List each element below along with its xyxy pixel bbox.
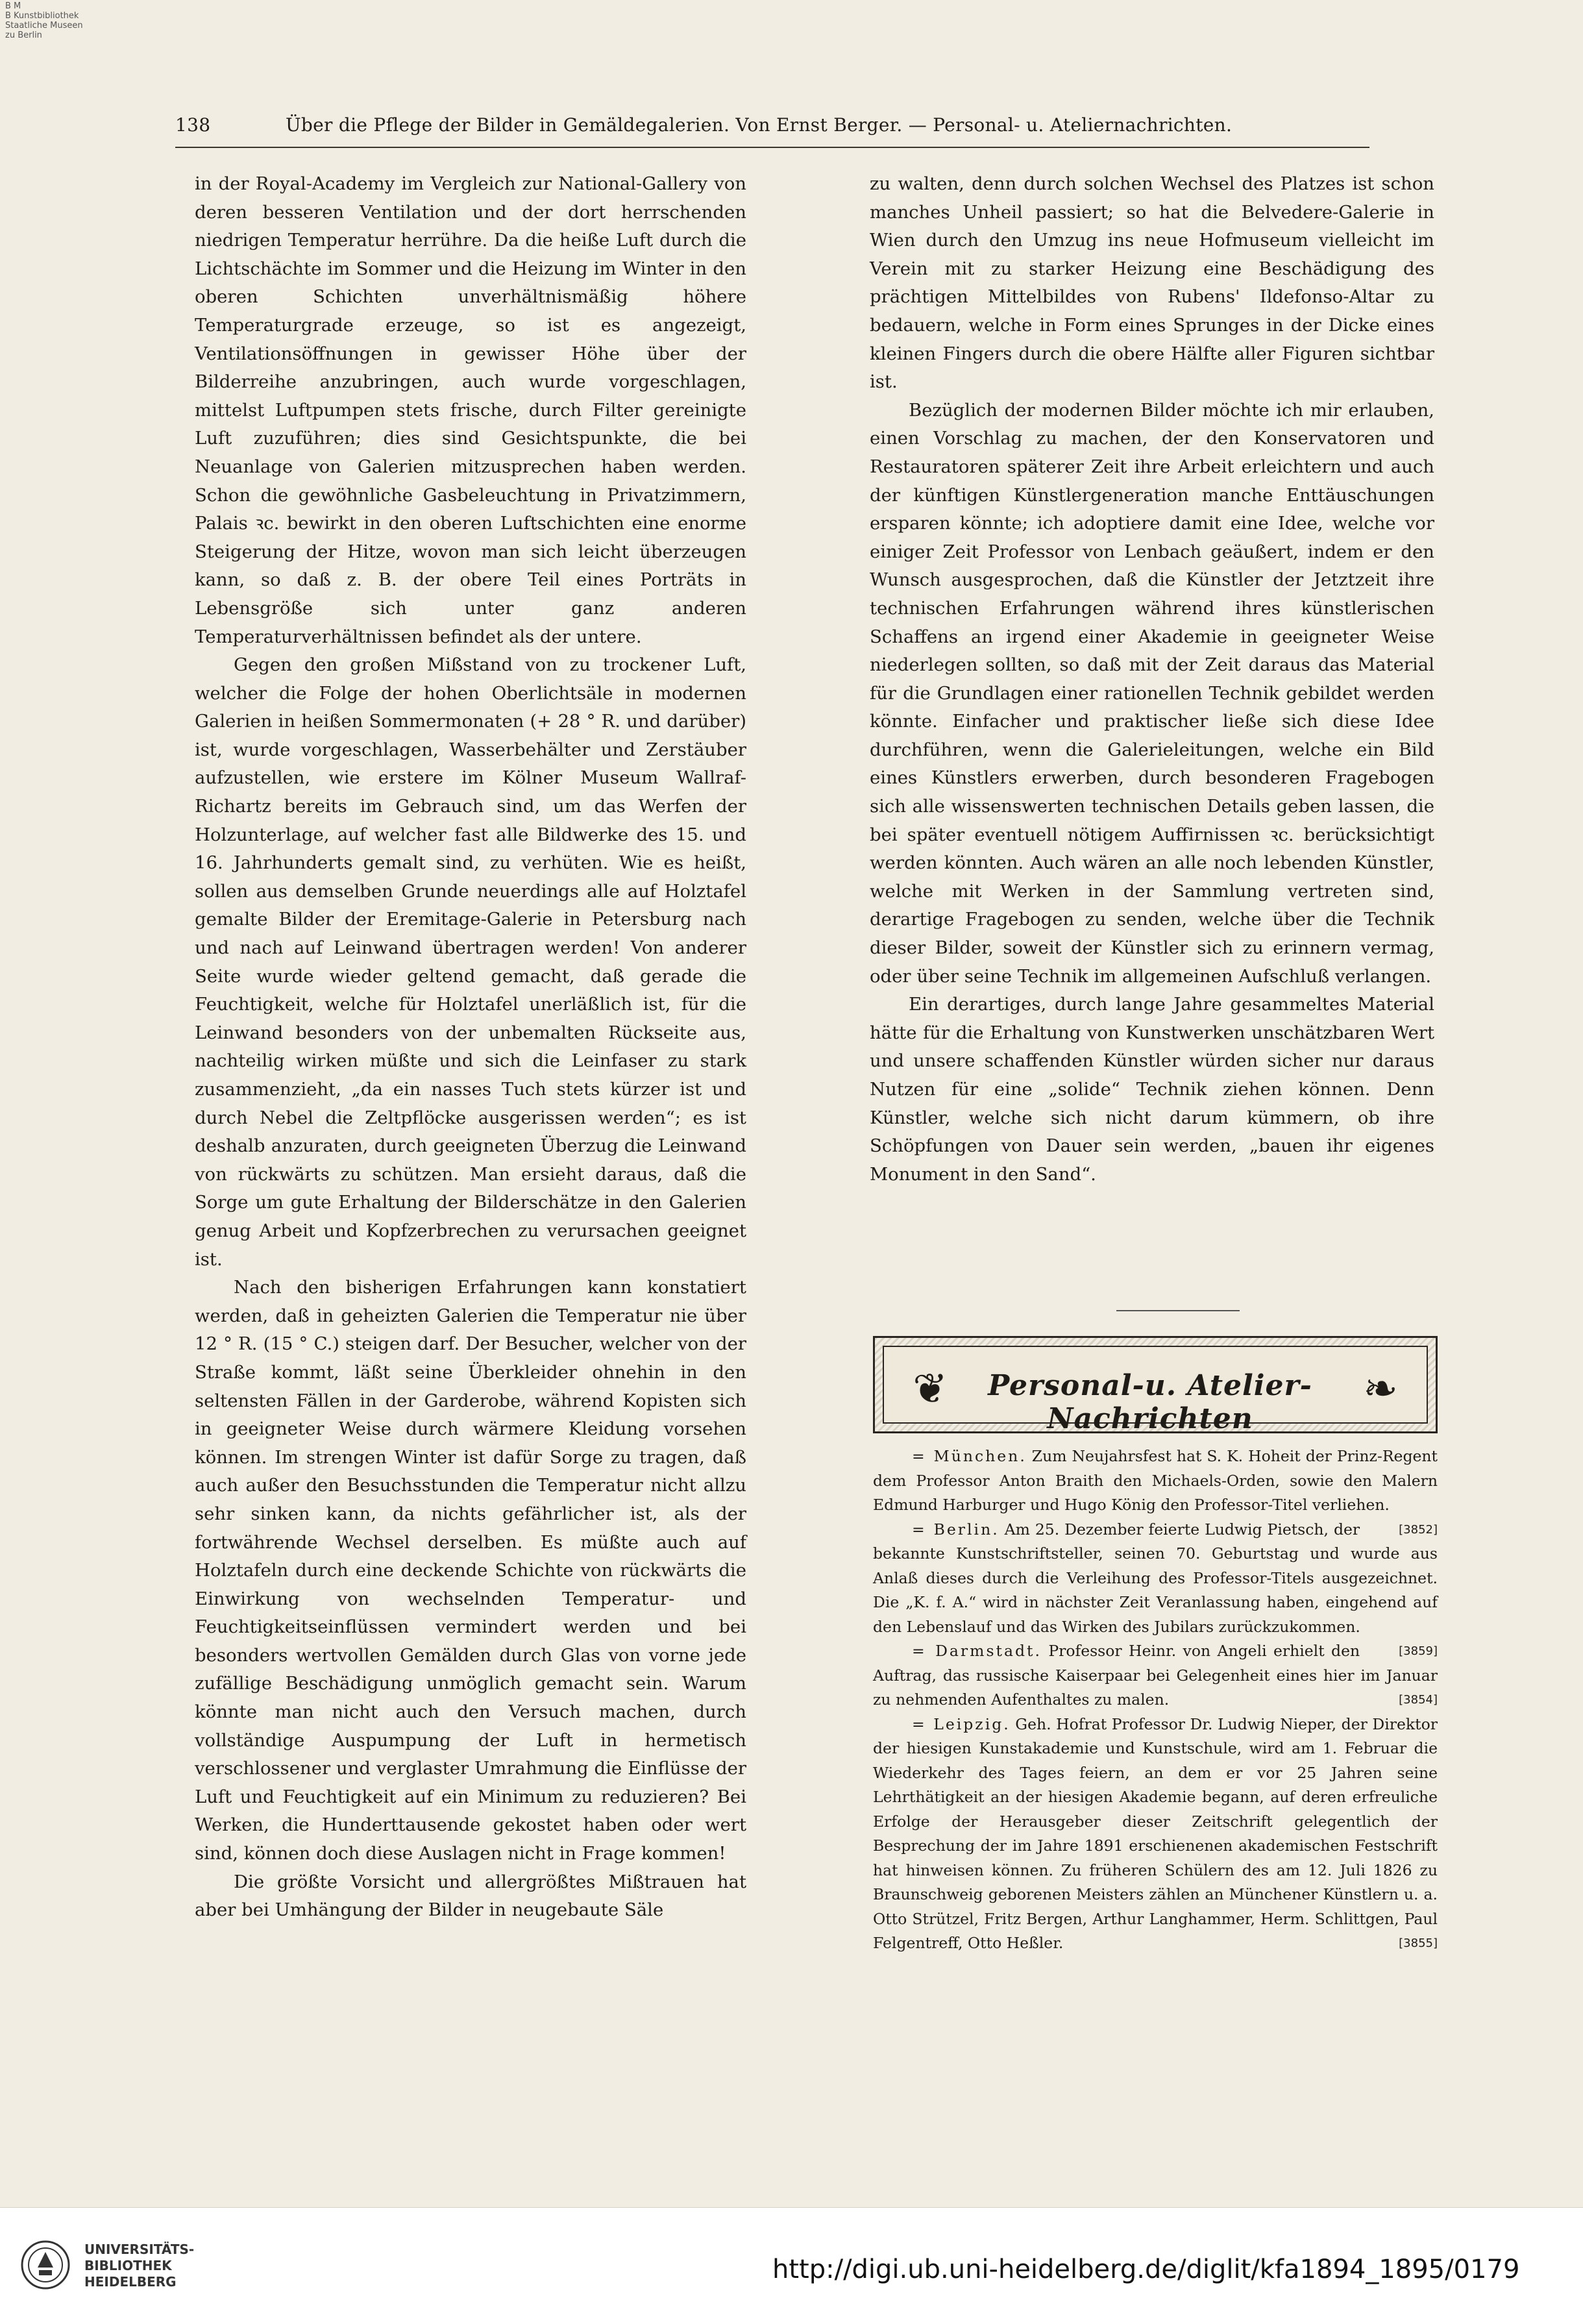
news-item — [873, 1712, 1438, 1956]
footer-bar — [0, 2207, 1583, 2324]
news-list — [873, 1444, 1438, 1956]
news-text: Professor Heinr. von Angeli erhielt den Auftrag, das russische Kaiserpaar bei Gelegenheit eines hier im Januar zu nehmenden Aufenthaltes zu malen. — [873, 1642, 1438, 1709]
section-banner — [873, 1336, 1438, 1433]
news-text: Geh. Hofrat Professor Dr. Ludwig Nieper, der Direktor der hiesigen Kunstakademie und Kunstschule, wird am 1. Februar die Wiederkehr des Tages feiern, an dem er vor 25 Jahren seine Lehrthätigkeit an der hiesigen Akademie begann, auf deren erfreuliche Erfolge der Herausgeber dieser Zeitschrift gelegentlich der Besprechung der im Jahre 1891 erschienenen akademischen Festschrift hat hinweisen können. Zu früheren Schülern des am 12. Juli 1826 zu Braunschweig geborenen Meisters zählen an Münchener Künstlern u. a. Otto Strützel, Fritz Bergen, Arthur Langhammer, Herm. Schlittgen, Paul Felgentreff, Otto Heßler. — [873, 1714, 1438, 1952]
news-ref: [3854] — [1399, 1693, 1438, 1707]
paragraph: in der Royal-Academy im Vergleich zur National-Gallery von deren besseren Ventilation und der dort herrschenden niedrigen Temperatur herrühre. Da die heiße Luft durch die Lichtschächte im Sommer und die Heizung im Winter in den oberen Schichten unverhältnismäßig höhere Temperaturgrade erzeuge, so ist es angezeigt, Ventilationsöffnungen in gewisser Höhe über der Bilderreihe anzubringen, auch wurde vorgeschlagen, mittelst Luftpumpen stets frische, durch Filter gereinigte Luft zuzuführen; dies sind Gesichtspunkte, die bei Neuanlage von Galerien mitzusprechen haben werden. Schon die gewöhnliche Gasbeleuchtung in Privatzimmern, Palais ꝛc. bewirkt in den oberen Luftschichten eine enorme Steigerung der Hitze, wovon man sich leicht überzeugen kann, so daß z. B. der obere Teil eines Porträts in Lebensgröße sich unter ganz anderen Temperaturverhältnissen befindet als der untere. — [195, 173, 746, 647]
permalink[interactable]: http://digi.ub.uni-heidelberg.de/diglit/kfa1894_1895/0179 — [772, 2255, 1520, 2284]
paragraph: Ein derartiges, durch lange Jahre gesammeltes Material hätte für die Erhaltung von Kunstwerken unschätzbaren Wert und unsere schaffenden Künstler würden sicher nur daraus Nutzen für eine „solide“ Technik ziehen können. Denn Künstler, welche sich nicht darum kümmern, ob ihre Schöpfungen von Dauer sein werden, „bauen ihr eigenes Monument in den Sand“. — [870, 994, 1434, 1185]
news-item — [873, 1639, 1438, 1712]
university-seal-icon — [19, 2239, 71, 2291]
library-stamp — [5, 1, 103, 40]
section-title: Personal-u. Atelier-Nachrichten — [988, 1369, 1312, 1435]
section-divider — [1116, 1310, 1240, 1311]
floral-ornament-icon: ❦ — [913, 1365, 948, 1413]
banner-frame — [883, 1346, 1428, 1435]
paragraph: Nach den bisherigen Erfahrungen kann konstatiert werden, daß in geheizten Galerien die Temperatur nie über 12 ° R. (15 ° C.) steigen darf. Der Besucher, welcher von der Straße kommt, läßt seine Überkleider ohnehin in den seltensten Fällen in der Garderobe, während Kopisten sich in geeigneter Weise durch wärmere Kleidung vorsehen können. Im strengen Winter ist dafür Sorge zu tragen, daß auch außer den Besuchsstunden die Temperatur nicht allzu sehr sinken kann, da nichts gefährlicher ist, als der fortwährende Wechsel derselben. Es müßte auch auf Holztafeln durch eine deckende Schichte von rückwärts die Einwirkung von wechselnden Temperatur- und Feuchtigkeitseinflüssen vermindert werden und bei besonders wertvollen Gemälden durch Glas von vorne jede zufällige Beschädigung unmöglich gemacht sein. Warum könnte man nicht auch den Versuch machen, durch vollständige Auspumpung der Luft in hermetisch verschlossener und verglaster Umrahmung die Einflüsse der Luft und Feuchtigkeit auf ein Minimum zu reduzieren? Bei Werken, die Hunderttausende gekostet haben oder wert sind, können doch diese Auslagen nicht in Frage kommen! — [195, 1277, 746, 1864]
stamp-line: Staatliche Museen — [5, 21, 83, 31]
page-number: 138 — [175, 114, 211, 136]
news-ref: [3855] — [1399, 1936, 1438, 1950]
news-text: Am 25. Dezember feierte Ludwig Pietsch, der bekannte Kunstschriftsteller, seinen 70. Geburtstag und wurde aus Anlaß dieses durch die Verleihung des Professor-Titels ausgezeichnet. Die „K. f. A.“ wird in nächster Zeit Veranlassung haben, eingehend auf den Lebenslauf und das Wirken des Jubilars zurückzukommen. — [873, 1520, 1438, 1636]
paragraph: Bezüglich der modernen Bilder möchte ich mir erlauben, einen Vorschlag zu machen, der den Konservatoren und Restauratoren späterer Zeit ihre Arbeit erleichtern und auch der künftigen Künstlergeneration manche Enttäuschungen ersparen könnte; ich adoptiere damit eine Idee, welche vor einiger Zeit Professor von Lenbach geäußert, indem er den Wunsch ausgesprochen, daß die Künstler der Jetztzeit ihre technischen Erfahrungen während ihres künstlerischen Schaffens an irgend einer Akademie in geeigneter Weise niederlegen sollten, so daß mit der Zeit daraus das Material für die Grundlagen einer rationellen Technik gebildet werden könnte. Einfacher und praktischer ließe sich diese Idee durchführen, wenn die Galerieleitungen, welche ein Bild eines Künstlers erwerben, durch besonderen Fragebogen sich alle wissenswerten technischen Details geben lassen, die bei später eventuell nötigem Auffirnissen ꝛc. berücksichtigt werden könnten. Auch wären an alle noch lebenden Künstler, welche mit Werken in der Sammlung vertreten sind, derartige Fragebogen zu senden, welche über die Technik dieser Bilder, soweit der Künstler sich zu erinnern vermag, oder über seine Technik im allgemeinen Aufschluß verlangen. — [870, 399, 1434, 987]
library-name-line: BIBLIOTHEK — [84, 2258, 172, 2273]
floral-ornament-icon: ❧ — [1363, 1365, 1398, 1413]
right-column — [870, 170, 1434, 1189]
news-city: = Berlin. — [912, 1520, 1000, 1539]
paragraph: Gegen den großen Mißstand von zu trockener Luft, welcher die Folge der hohen Oberlichtsäle in modernen Galerien in heißen Sommermonaten (+ 28 ° R. und darüber) ist, wurde vorgeschlagen, Wasserbehälter und Zerstäuber aufzustellen, wie erstere im Kölner Museum Wallraf-Richartz bereits im Gebrauch sind, um das Werfen der Holzunterlage, auf welcher fast alle Bildwerke des 15. und 16. Jahrhunderts gemalt sind, zu verhüten. Wie es heißt, sollen aus demselben Grunde neuerdings alle auf Holztafel gemalte Bilder der Eremitage-Galerie in Petersburg nach und nach auf Leinwand übertragen werden! Von anderer Seite wurde wieder geltend gemacht, daß gerade die Feuchtigkeit, welche für Holztafel unerläßlich ist, für die Leinwand besonders von der unbemalten Rückseite aus, nachteilig wirken müßte und sich die Leinfaser zu stark zusammenzieht, „da ein nasses Tuch stets kürzer ist und durch Nebel die Zeltpflöcke ausgerissen werden“; es ist deshalb anzuraten, durch geeigneten Überzug die Leinwand von rückwärts zu schützen. Man ersieht daraus, daß die Sorge um gute Erhaltung der Bilderschätze in den Galerien genug Arbeit und Kopfzerbrechen zu verursachen geeignet ist. — [195, 654, 746, 1270]
paragraph: zu walten, denn durch solchen Wechsel des Platzes ist schon manches Unheil passiert; so hat die Belvedere-Galerie in Wien durch den Umzug ins neue Hofmuseum vielleicht im Verein mit zu starker Heizung eine Beschädigung des prächtigen Mittelbildes von Rubens' Ildefonso-Altar zu bedauern, welche in Form eines Sprunges in der Dicke eines kleinen Fingers durch die obere Hälfte aller Figuren sichtbar ist. — [870, 173, 1434, 393]
stamp-line: B M — [5, 1, 21, 11]
library-name-line: HEIDELBERG — [84, 2274, 177, 2290]
news-ref: [3859] — [1399, 1644, 1438, 1658]
news-text: Zum Neujahrsfest hat S. K. Hoheit der Prinz-Regent dem Professor Anton Braith den Michaels-Orden, sowie den Malern Edmund Harburger und Hugo König den Professor-Titel verliehen. — [873, 1447, 1438, 1514]
library-name-line: UNIVERSITÄTS- — [84, 2242, 195, 2257]
header-rule — [175, 147, 1369, 148]
running-title: Über die Pflege der Bilder in Gemäldegalerien. Von Ernst Berger. — Personal- u. Ateliernachrichten. — [286, 114, 1233, 136]
stamp-line: B Kunstbibliothek — [5, 11, 79, 21]
paragraph: Die größte Vorsicht und allergrößtes Mißtrauen hat aber bei Umhängung der Bilder in neugebaute Säle — [195, 1871, 746, 1921]
library-name — [84, 2242, 194, 2290]
running-head — [175, 110, 1369, 143]
news-city: = München. — [912, 1447, 1027, 1465]
news-ref: [3852] — [1399, 1522, 1438, 1537]
left-column — [195, 170, 746, 1925]
stamp-line: zu Berlin — [5, 31, 42, 40]
news-city: = Darmstadt. — [912, 1642, 1042, 1660]
news-city: = Leipzig. — [912, 1714, 1011, 1733]
